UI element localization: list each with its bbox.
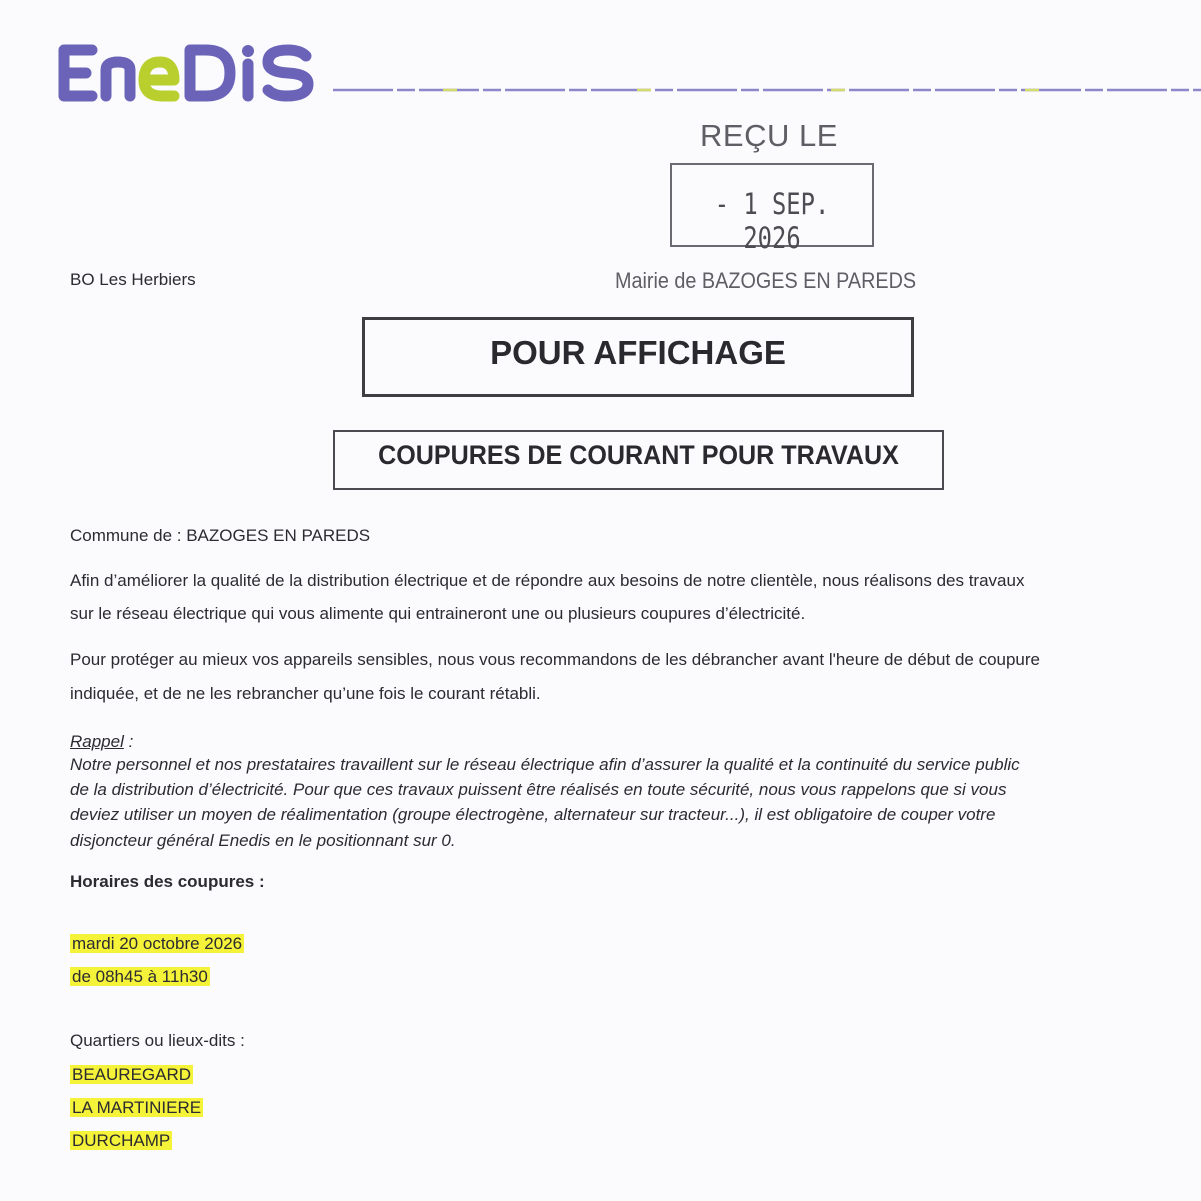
paragraph-1-line-1: Afin d’améliorer la qualité de la distribution électrique et de répondre aux besoins de notre clientèle, nous réalisons des travaux: [70, 571, 1025, 590]
commune-line: Commune de : BAZOGES EN PAREDS: [70, 526, 371, 545]
display-title-box: [362, 317, 914, 397]
place-item-text: BEAUREGARD: [72, 1065, 192, 1084]
places-heading: Quartiers ou lieux-dits :: [70, 1031, 245, 1050]
header-dashed-rule: [333, 86, 1201, 94]
schedule-heading: Horaires des coupures :: [70, 872, 265, 891]
place-item-text: LA MARTINIERE: [72, 1098, 202, 1117]
subject-title-box: [333, 430, 944, 490]
received-stamp-date: - 1 SEP. 2026: [714, 187, 830, 255]
received-stamp-mairie: Mairie de BAZOGES EN PAREDS: [615, 268, 917, 293]
rappel-colon: :: [123, 732, 134, 751]
paragraph-2-line-1: Pour protéger au mieux vos appareils sensibles, nous vous recommandons de les débrancher avant l'heure de début de coupure: [70, 650, 1041, 669]
sender-office: BO Les Herbiers: [70, 270, 196, 289]
rappel-line-3: deviez utiliser un moyen de réalimentation (groupe électrogène, alternateur sur tracteur...), il est obligatoire de couper votre: [70, 805, 996, 824]
received-stamp-label: REÇU LE: [700, 118, 838, 153]
display-title: POUR AFFICHAGE: [490, 334, 786, 371]
place-item: [70, 1098, 203, 1118]
schedule-date: [70, 934, 244, 954]
rappel-line-1: Notre personnel et nos prestataires travaillent sur le réseau électrique afin d’assurer la qualité et la continuité du service public: [70, 755, 1020, 774]
paragraph-1-line-2: sur le réseau électrique qui vous alimente qui entraineront une ou plusieurs coupures d’électricité.: [70, 604, 806, 623]
paragraph-2-line-2: indiquée, et de ne les rebrancher qu’une fois le courant rétabli.: [70, 684, 541, 703]
place-item-text: DURCHAMP: [72, 1131, 171, 1150]
rappel-label: Rappel: [70, 732, 124, 751]
schedule-time: [70, 967, 210, 987]
place-item: [70, 1131, 172, 1151]
rappel-heading: [70, 732, 133, 752]
schedule-date-text: mardi 20 octobre 2026: [72, 934, 243, 953]
enedis-logo: [56, 40, 318, 104]
rappel-line-2: de la distribution d’électricité. Pour que ces travaux puissent être réalisés en toute sécurité, nous vous rappelons que si vous: [70, 780, 1007, 799]
schedule-time-text: de 08h45 à 11h30: [72, 967, 208, 986]
place-item: [70, 1065, 193, 1085]
subject-title: COUPURES DE COURANT POUR TRAVAUX: [378, 440, 899, 470]
rappel-line-4: disjoncteur général Enedis en le positionnant sur 0.: [70, 831, 456, 850]
received-stamp-date-box: [670, 163, 874, 255]
